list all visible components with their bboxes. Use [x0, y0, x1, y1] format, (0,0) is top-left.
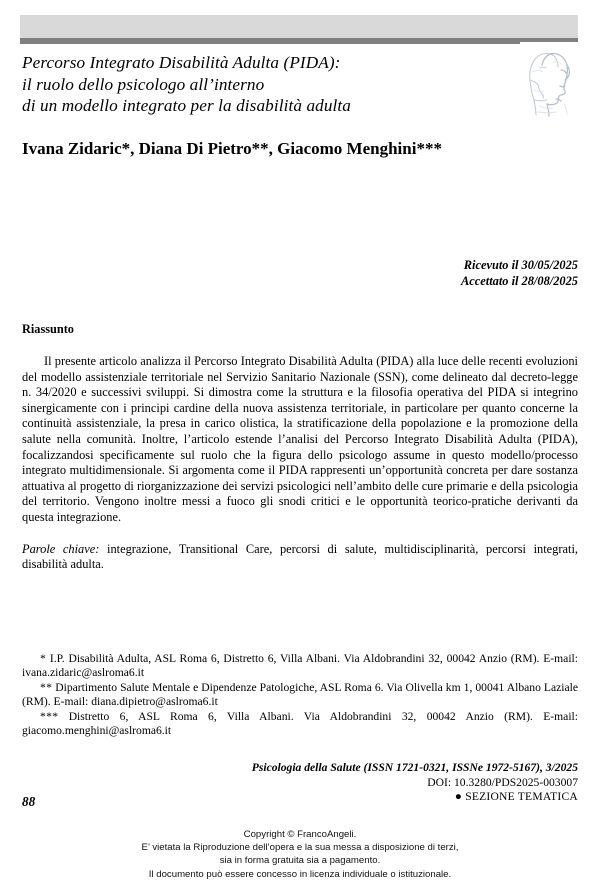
header-bar-dark: [20, 38, 578, 44]
abstract-body: Il presente articolo analizza il Percorso Integrato Disabilità Adulta (PIDA) alla luce delle recenti evoluzioni del modello assistenziale territoriale nel Servizio Sanitario Nazionale (SSN), come delineato dal decreto-legge n. 34/2020 e successivi sviluppi. Si dimostra come la struttura e la filosofia operativa del PIDA si integrino sinergicamente con i principi cardine della nuova assistenza territoriale, in particolare per quanto concerne la continuità assistenziale, la presa in carico olistica, la stratificazione della popolazione e la promozione della salute nella comunità. Inoltre, l’articolo estende l’analisi del Percorso Integrato Disabilità Adulta (PIDA), focalizzandosi specificamente sul ruolo che la figura dello psicologo assume in questo modello/processo integrato multidimensionale. Si argomenta come il PIDA rappresenti un’opportunità concreta per dare sostanza attuativa al progetto di riorganizzazione dei servizi psicologici nell’ambito delle cure primarie e della psicologia del territorio. Vengono inoltre messi a fuoco gli snodi critici e le opportunità teorico-pratiche derivanti da questa integrazione.: [22, 354, 578, 524]
title-line-2: il ruolo dello psicologo all’interno: [22, 74, 265, 94]
footnote-marker-3: ***: [40, 709, 59, 723]
title-line-1: Percorso Integrato Disabilità Adulta (PIDA):: [22, 53, 341, 72]
page-number: 88: [22, 794, 36, 809]
copyright-line-4: Il documento può essere concesso in licenza individuale o istituzionale.: [148, 868, 452, 880]
footnote-text-3: Distretto 6, ASL Roma 6, Villa Albani. Via Aldobrandini 32, 00042 Anzio (RM). E-mail: giacomo.menghini@aslroma6.it: [22, 709, 578, 738]
header-rule-bars: [20, 15, 578, 44]
date-received: Ricevuto il 30/05/2025: [463, 258, 578, 272]
footnote-text-1: I.P. Disabilità Adulta, ASL Roma 6, Distretto 6, Villa Albani. Via Aldobrandini 32, 00042 Anzio (RM). E-mail: ivana.zidaric@aslroma6.it: [22, 652, 578, 680]
journal-reference: Psicologia della Salute (ISSN 1721-0321, ISSNe 1972-5167), 3/2025: [251, 761, 578, 774]
section-label: ● SEZIONE TEMATICA: [454, 790, 578, 803]
janus-profiles-emblem: [520, 42, 578, 118]
author-affiliation-footnotes: [22, 652, 578, 738]
footnote-marker-2: **: [40, 680, 53, 694]
page-title: [22, 52, 502, 117]
date-accepted: Accettato il 28/08/2025: [460, 273, 578, 288]
footnote-marker-1: *: [40, 652, 47, 665]
journal-footer: [158, 761, 578, 805]
submission-dates: [461, 258, 578, 289]
footnote-2: [22, 681, 578, 710]
author-list: Ivana Zidaric*, Diana Di Pietro**, Giacomo Menghini***: [22, 139, 442, 158]
keywords-value: integrazione, Transitional Care, percorsi di salute, multidisciplinarità, percorsi integrati, disabilità adulta.: [22, 541, 578, 572]
footnote-1: [22, 652, 578, 681]
abstract-heading: Riassunto: [22, 322, 74, 336]
abstract-section: [22, 322, 578, 573]
copyright-line-2: E’ vietata la Riproduzione dell’opera e la sua messa a disposizione di terzi,: [141, 842, 459, 854]
copyright-line-1: Copyright © FrancoAngeli.: [243, 829, 357, 840]
footnote-text-2: Dipartimento Salute Mentale e Dipendenze Patologiche, ASL Roma 6. Via Olivella km 1, 00041 Albano Laziale (RM). E-mail: diana.dipietro@aslroma6.it: [22, 680, 578, 709]
copyright-line-3: sia in forma gratuita sia a pagamento.: [219, 855, 381, 867]
copyright-notice: [0, 828, 600, 881]
footnote-3: [22, 710, 578, 739]
header-bar-light: [20, 15, 578, 38]
keywords-line: [22, 542, 578, 573]
keywords-label: Parole chiave:: [22, 541, 100, 556]
doi-line: DOI: 10.3280/PDS2025-003007: [427, 775, 578, 789]
title-line-3: di un modello integrato per la disabilità adulta: [22, 96, 351, 115]
